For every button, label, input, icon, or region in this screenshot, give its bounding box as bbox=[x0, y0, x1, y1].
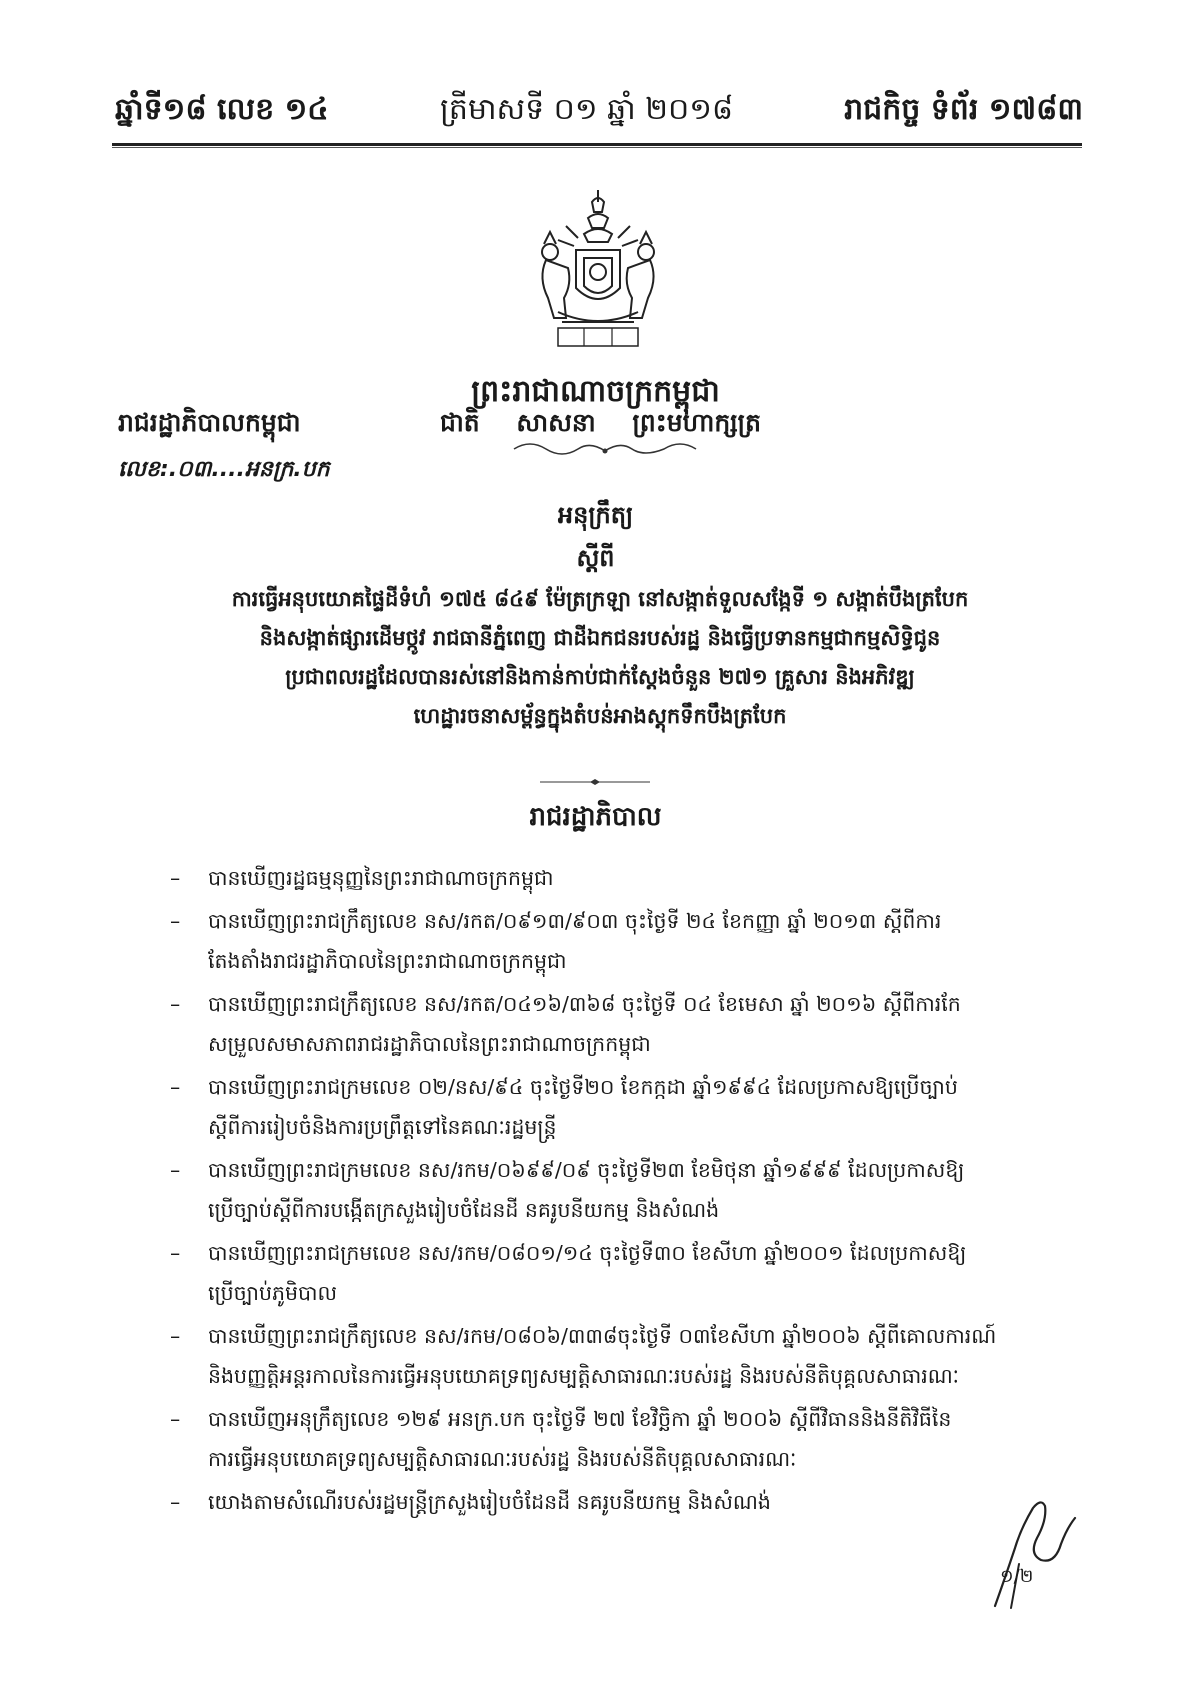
clause-line: បានឃើញព្រះរាជក្រឹត្យលេខ នស/រកម/០៨០៦/៣៣៨ចុះថ្ងៃទី ០៣ខែសីហា ឆ្នាំ២០០៦ ស្តីពីគោលការណ៍ bbox=[208, 1324, 997, 1348]
preamble-clauses bbox=[160, 858, 1090, 1525]
subject-line: ការធ្វើអនុបយោគផ្ទៃដីទំហំ ១៧៥ ៨៤៩ ម៉ែត្រក្រឡា នៅសង្កាត់ទួលសង្កែទី ១ សង្កាត់បឹងត្របែក bbox=[231, 587, 969, 611]
dash-bullet: – bbox=[170, 1324, 181, 1348]
clause-line: ការធ្វើអនុបយោគទ្រព្យសម្បត្តិសាធារណៈរបស់រដ្ឋ និងរបស់នីតិបុគ្គលសាធារណៈ bbox=[208, 1447, 797, 1471]
page-number: ១/២ bbox=[1000, 1566, 1034, 1587]
preamble-clause bbox=[160, 1067, 1090, 1147]
gazette-quarter: ត្រីមាសទី ០១ ឆ្នាំ ២០១៨ bbox=[440, 92, 734, 127]
preamble-clause bbox=[160, 901, 1090, 981]
government-heading: រាជរដ្ឋាភិបាល bbox=[529, 802, 662, 832]
gazette-year-issue: ឆ្នាំទី១៨ លេខ ១៤ bbox=[115, 92, 329, 127]
preamble-clause bbox=[160, 1482, 1090, 1522]
clause-line: សម្រួលសមាសភាពរាជរដ្ឋាភិបាលនៃព្រះរាជាណាចក្រកម្ពុជា bbox=[208, 1032, 651, 1056]
regarding-label: ស្តីពី bbox=[576, 544, 615, 572]
clause-line: បានឃើញអនុក្រឹត្យលេខ ១២៩ អនក្រ.បក ចុះថ្ងៃទី ២៧ ខែវិច្ឆិកា ឆ្នាំ ២០០៦ ស្តីពីវិធាននិងនីតិវិធីនៃ bbox=[208, 1407, 952, 1431]
preamble-clause bbox=[160, 1399, 1090, 1479]
clause-line: បានឃើញព្រះរាជក្រមលេខ នស/រកម/០៨០១/១៤ ចុះថ្ងៃទី៣០ ខែសីហា ឆ្នាំ២០០១ ដែលប្រកាសឱ្យ bbox=[208, 1241, 967, 1265]
subject-line: ប្រជាពលរដ្ឋដែលបានរស់នៅនិងកាន់កាប់ជាក់ស្តែងចំនួន ២៧១ គ្រួសារ និងអភិវឌ្ឍ bbox=[285, 665, 915, 689]
subject-line: និងសង្កាត់ផ្សារដើមថ្កូវ រាជធានីភ្នំពេញ ជាដីឯកជនរបស់រដ្ឋ និងធ្វើប្រទានកម្មជាកម្មសិទ្ធិជូន bbox=[259, 626, 941, 650]
dash-bullet: – bbox=[170, 909, 181, 933]
subject-line: ហេដ្ឋារចនាសម្ព័ន្ធក្នុងតំបន់អាងស្តុកទឹកបឹងត្របែក bbox=[413, 704, 787, 728]
preamble-clause bbox=[160, 858, 1090, 898]
kingdom-title: ព្រះរាជាណាចក្រកម្ពុជា bbox=[471, 374, 720, 409]
gazette-page: រាជកិច្ច ទំព័រ ១៧៨៣ bbox=[844, 92, 1083, 127]
clause-line: បានឃើញព្រះរាជក្រឹត្យលេខ នស/រកត/០៤១៦/៣៦៨ ចុះថ្ងៃទី ០៤ ខែមេសា ឆ្នាំ ២០១៦ ស្តីពីការកែ bbox=[208, 992, 961, 1016]
preamble-clause bbox=[160, 1150, 1090, 1230]
clause-line: បានឃើញព្រះរាជក្រឹត្យលេខ នស/រកត/០៩១៣/៩០៣ ចុះថ្ងៃទី ២៤ ខែកញ្ញា ឆ្នាំ ២០១៣ ស្តីពីការ bbox=[208, 909, 942, 933]
separator-ornament bbox=[540, 778, 650, 786]
clause-line: បានឃើញរដ្ឋធម្មនុញ្ញនៃព្រះរាជាណាចក្រកម្ពុជា bbox=[208, 866, 554, 890]
clause-line: បានឃើញព្រះរាជក្រមលេខ ០២/នស/៩៤ ចុះថ្ងៃទី២០ ខែកក្កដា ឆ្នាំ១៩៩៤ ដែលប្រកាសឱ្យប្រើច្បាប់ bbox=[208, 1075, 958, 1099]
dash-bullet: – bbox=[170, 1407, 181, 1431]
clause-line: តែងតាំងរាជរដ្ឋាភិបាលនៃព្រះរាជាណាចក្រកម្ពុជា bbox=[208, 949, 567, 973]
decree-type-title: អនុក្រឹត្យ bbox=[557, 501, 634, 529]
clause-line: ប្រើច្បាប់ស្តីពីការបង្កើតក្រសួងរៀបចំដែនដី នគរូបនីយកម្ម និងសំណង់ bbox=[208, 1198, 720, 1222]
dash-bullet: – bbox=[170, 1075, 181, 1099]
clause-line: បានឃើញព្រះរាជក្រមលេខ នស/រកម/០៦៩៩/០៩ ចុះថ្ងៃទី២៣ ខែមិថុនា ឆ្នាំ១៩៩៩ ដែលប្រកាសឱ្យ bbox=[208, 1158, 965, 1182]
signature-mark bbox=[975, 1468, 1085, 1618]
dash-bullet: – bbox=[170, 1490, 181, 1514]
dash-bullet: – bbox=[170, 992, 181, 1016]
clause-line: ប្រើច្បាប់ភូមិបាល bbox=[208, 1281, 338, 1305]
header-rule bbox=[112, 143, 1082, 146]
flourish-ornament bbox=[510, 437, 700, 461]
dash-bullet: – bbox=[170, 1158, 181, 1182]
royal-coat-of-arms-icon bbox=[518, 188, 678, 363]
dash-bullet: – bbox=[170, 866, 181, 890]
clause-line: និងបញ្ញត្តិអន្តរកាលនៃការធ្វើអនុបយោគទ្រព្យសម្បត្តិសាធារណៈរបស់រដ្ឋ និងរបស់នីតិបុគ្គលសាធារណៈ bbox=[208, 1364, 960, 1388]
decree-subject bbox=[140, 580, 1060, 736]
reference-number: លេខ:.០៣....អនក្រ.បក bbox=[118, 457, 330, 482]
issuer-label: រាជរដ្ឋាភិបាលកម្ពុជា bbox=[118, 408, 301, 437]
clause-line: ស្តីពីការរៀបចំនិងការប្រព្រឹត្តទៅនៃគណៈរដ្ឋមន្ត្រី bbox=[208, 1115, 557, 1139]
preamble-clause bbox=[160, 1316, 1090, 1396]
clause-line: យោងតាមសំណើរបស់រដ្ឋមន្ត្រីក្រសួងរៀបចំដែនដី នគរូបនីយកម្ម និងសំណង់ bbox=[208, 1490, 771, 1514]
preamble-clause bbox=[160, 984, 1090, 1064]
preamble-clause bbox=[160, 1233, 1090, 1313]
header-rule-thin bbox=[112, 147, 1082, 148]
dash-bullet: – bbox=[170, 1241, 181, 1265]
national-motto: ជាតិ សាសនា ព្រះមហាក្សត្រ bbox=[440, 408, 761, 437]
